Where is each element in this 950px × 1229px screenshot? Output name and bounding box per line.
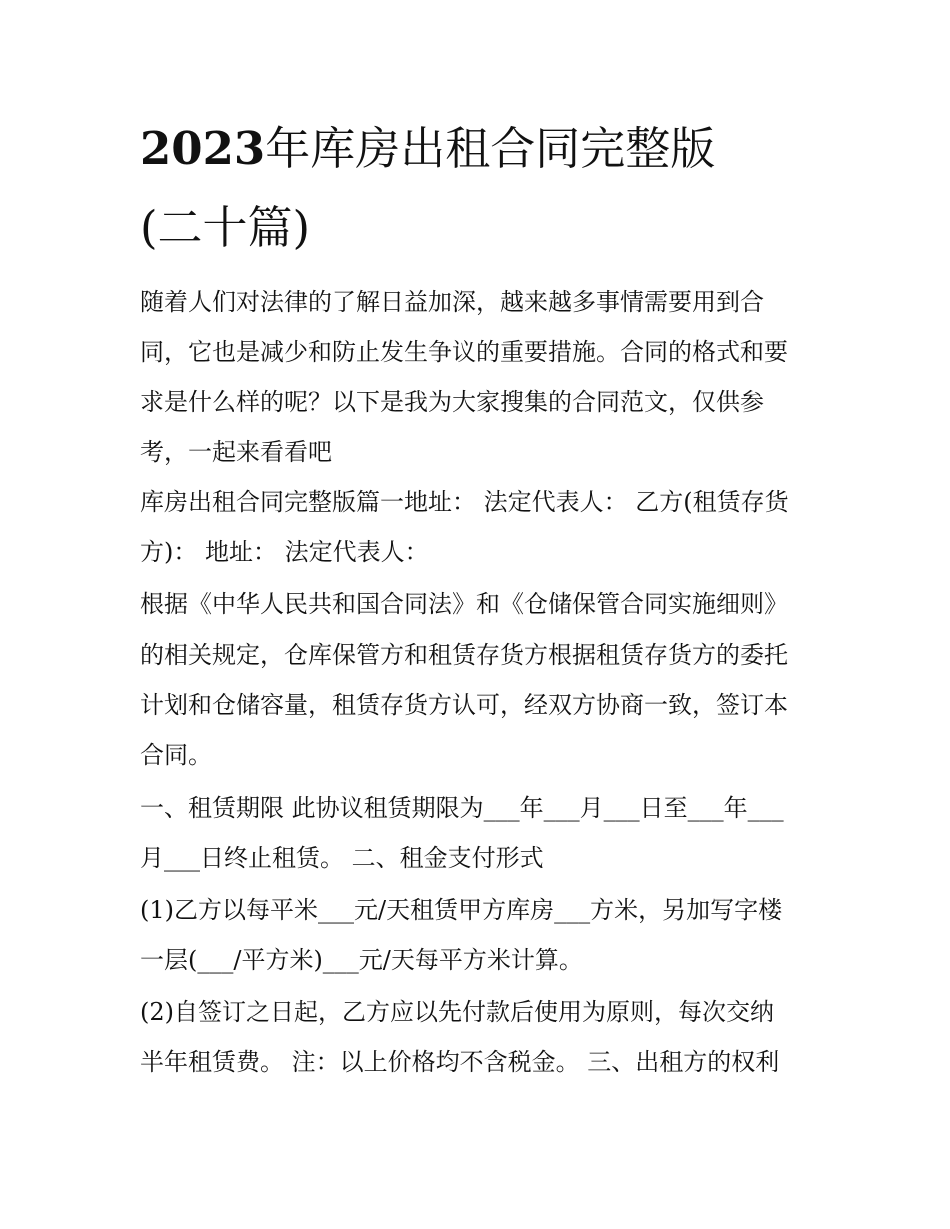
- paragraph-line: 库房出租合同完整版篇一地址： 法定代表人： 乙方(租赁存货: [140, 488, 789, 516]
- title-year: 2023: [140, 122, 266, 175]
- paragraph-line: 同，它也是减少和防止发生争议的重要措施。合同的格式和要: [140, 338, 788, 366]
- paragraph-line: 随着人们对法律的了解日益加深，越来越多事情需要用到合: [140, 288, 764, 316]
- paragraph-line: 的相关规定，仓库保管方和租赁存货方根据租赁存货方的委托: [140, 641, 788, 669]
- paragraph-line: 根据《中华人民共和国合同法》和《仓储保管合同实施细则》: [140, 590, 788, 618]
- paragraph-line: 月___日终止租赁。 二、租金支付形式: [140, 844, 544, 872]
- paragraph-line: 方)： 地址： 法定代表人：: [140, 538, 429, 566]
- paragraph-line: 求是什么样的呢？以下是我为大家搜集的合同范文，仅供参: [140, 388, 764, 416]
- paragraph-line: (1)乙方以每平米___元/天租赁甲方库房___方米，另加写字楼: [140, 896, 783, 924]
- page-title-continued: (二十篇): [140, 201, 311, 254]
- paragraph-line: (2)自签订之日起，乙方应以先付款后使用为原则，每次交纳: [140, 998, 774, 1026]
- paragraph-line: 半年租赁费。 注：以上价格均不含税金。 三、出租方的权利: [140, 1048, 780, 1076]
- paragraph-line: 考，一起来看看吧: [140, 438, 332, 466]
- paragraph-line: 一层(___/平方米)___元/天每平方米计算。: [140, 946, 583, 974]
- page-title: [140, 122, 820, 175]
- paragraph-line: 计划和仓储容量，租赁存货方认可，经双方协商一致，签订本: [140, 691, 788, 719]
- paragraph-line: 一、租赁期限 此协议租赁期限为___年___月___日至___年___: [140, 794, 784, 822]
- title-text: 年库房出租合同完整版: [265, 122, 716, 175]
- paragraph-line: 合同。: [140, 741, 212, 769]
